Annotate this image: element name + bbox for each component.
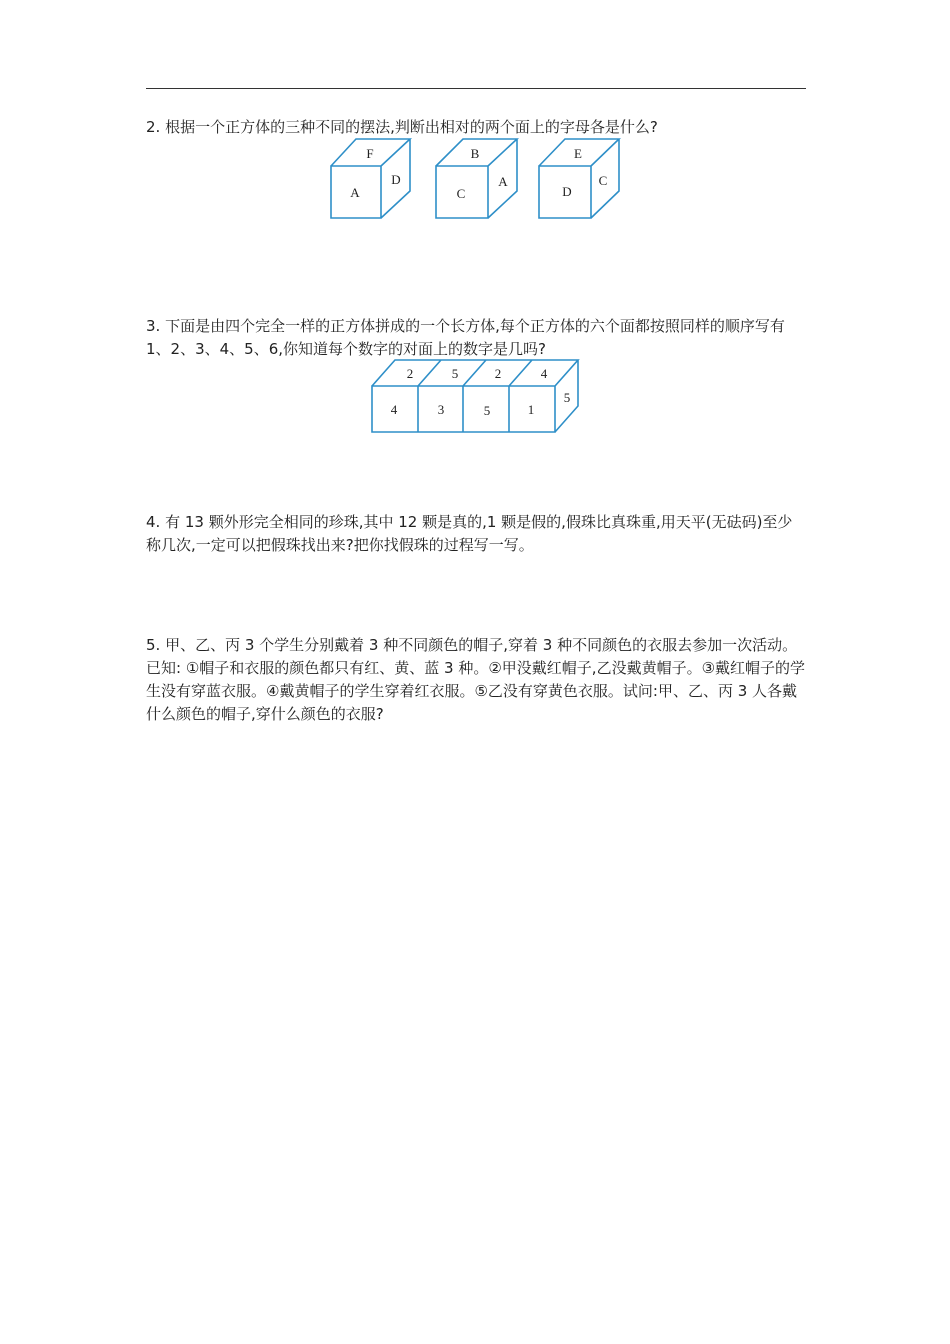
cuboid-top-label-2: 5	[451, 366, 459, 381]
cube-view-1	[331, 139, 410, 218]
cuboid-figure	[372, 360, 578, 432]
cuboid-top-label-4: 4	[540, 366, 548, 381]
cube-2-side-label: A	[498, 174, 508, 189]
cuboid-front-label-1: 4	[390, 402, 398, 417]
cube-1-side-label: D	[391, 172, 401, 187]
cube-2-top-label: B	[470, 146, 480, 161]
cuboid-front-label-3: 5	[483, 403, 491, 418]
cube-view-3	[539, 139, 619, 218]
cuboid-side-label: 5	[563, 390, 571, 405]
cube-1-top-label: F	[366, 146, 374, 161]
question-2-text: 2. 根据一个正方体的三种不同的摆法,判断出相对的两个面上的字母各是什么?	[146, 118, 658, 136]
question-4-text: 4. 有 13 颗外形完全相同的珍珠,其中 12 颗是真的,1 颗是假的,假珠比真珠重,用天平(无砝码)至少称几次,一定可以把假珠找出来?把你找假珠的过程写一写。	[146, 513, 793, 554]
cube-3-side-label: C	[598, 173, 608, 188]
cuboid-front-label-2: 3	[437, 402, 445, 417]
question-3-text: 3. 下面是由四个完全一样的正方体拼成的一个长方体,每个正方体的六个面都按照同样的顺序写有 1、2、3、4、5、6,你知道每个数字的对面上的数字是几吗?	[146, 317, 785, 358]
cuboid-front-label-4: 1	[527, 402, 535, 417]
cuboid-top-label-1: 2	[406, 366, 414, 381]
cube-3-front-label: D	[562, 184, 572, 199]
question-5-text: 5. 甲、乙、丙 3 个学生分别戴着 3 种不同颜色的帽子,穿着 3 种不同颜色的衣服去参加一次活动。已知: ①帽子和衣服的颜色都只有红、黄、蓝 3 种。②甲没戴红帽子,乙没戴黄帽子。③戴红帽子的学生没有穿蓝衣服。④戴黄帽子的学生穿着红衣服。⑤乙没有穿黄色衣服。试问:甲、乙、丙 3 人各戴什么颜色的帽子,穿什么颜色的衣服?	[146, 636, 806, 723]
cube-view-2	[436, 139, 517, 218]
cuboid-top-label-3: 2	[494, 366, 502, 381]
cube-2-front-label: C	[456, 186, 466, 201]
cube-3-top-label: E	[574, 146, 582, 161]
cube-1-front-label: A	[350, 185, 360, 200]
